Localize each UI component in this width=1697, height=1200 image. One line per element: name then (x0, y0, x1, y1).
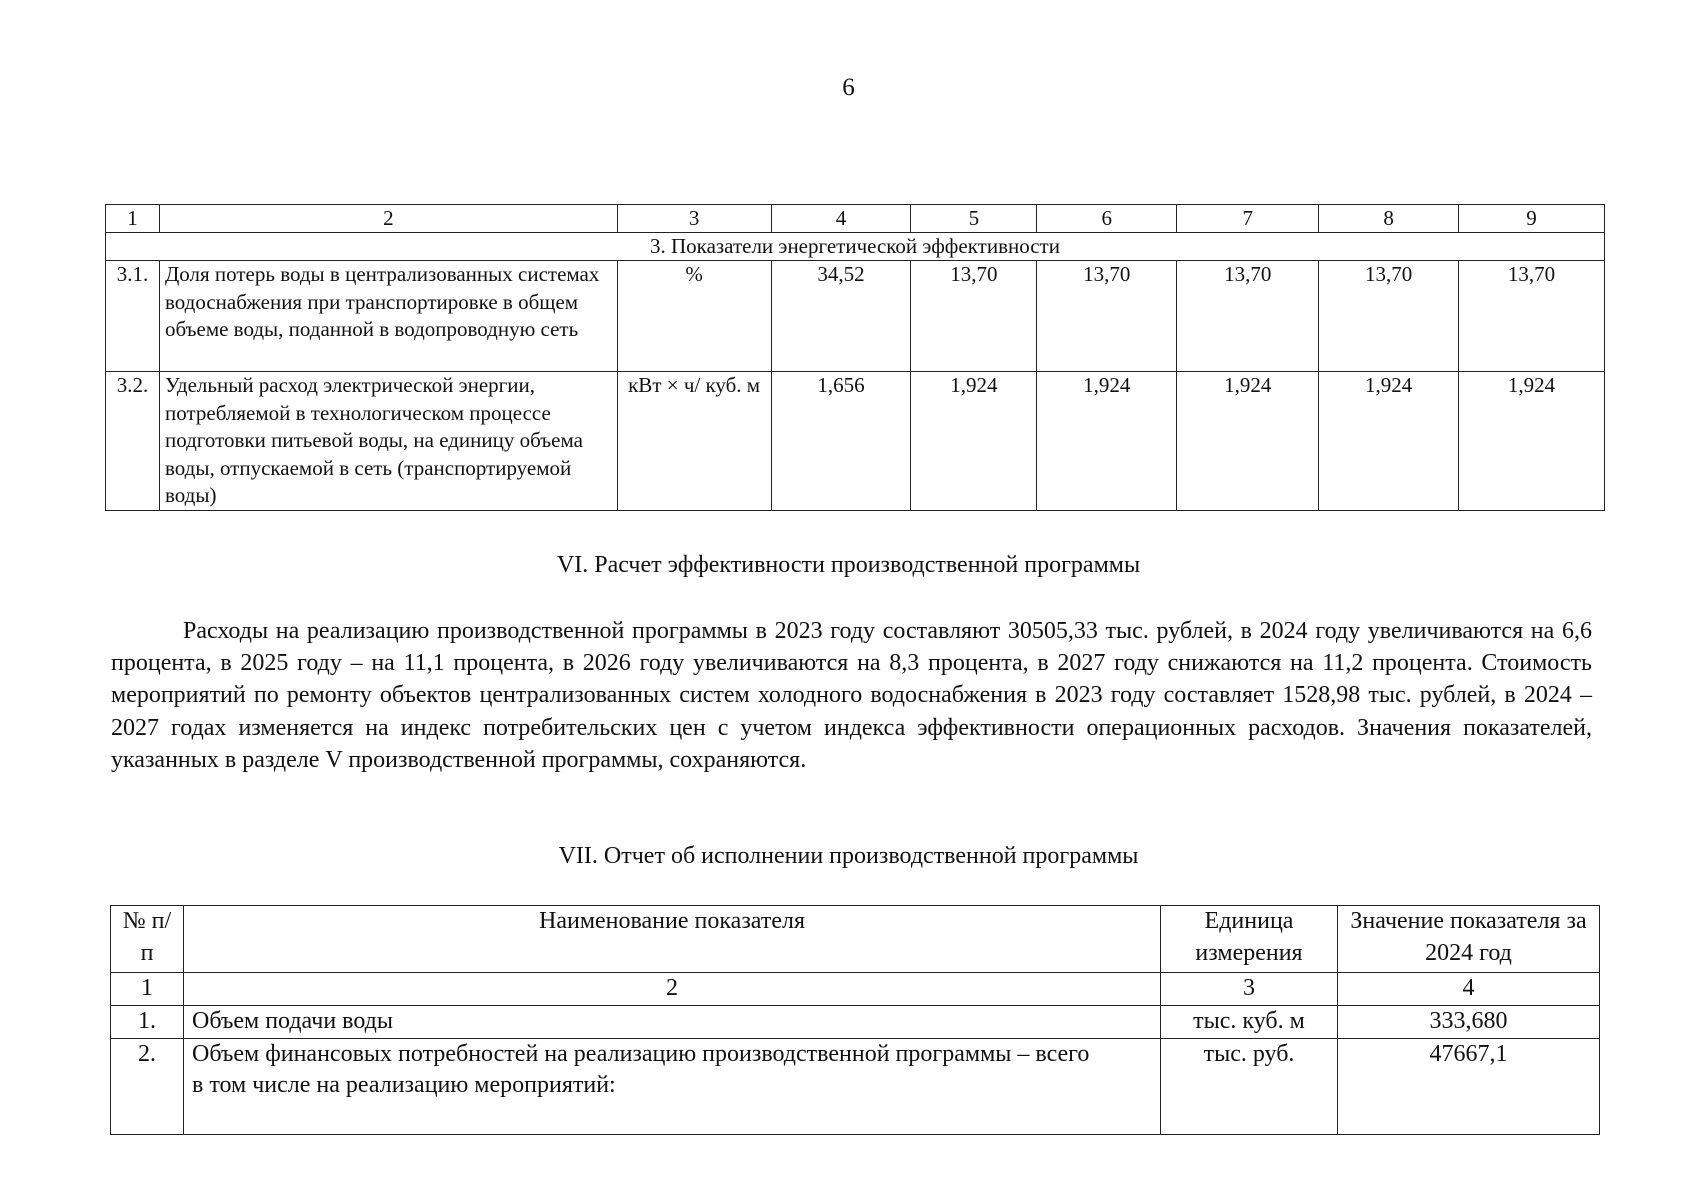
col-number: 1 (111, 973, 184, 1006)
indicator-name: Доля потерь воды в централизованных системах водоснабжения при транспортировке в общем объеме воды, поданной в водопроводную сеть (159, 261, 617, 372)
col-number: 4 (771, 205, 911, 233)
column-number-row (106, 205, 1605, 233)
col-number: 7 (1177, 205, 1319, 233)
value-cell: 1,924 (1037, 372, 1177, 511)
unit: тыс. куб. м (1161, 1006, 1338, 1039)
row-number: 3.1. (106, 261, 160, 372)
section-7-heading: VII. Отчет об исполнении производственной программы (558, 843, 1139, 869)
value-cell: 333,680 (1338, 1006, 1600, 1039)
header-name: Наименование показателя (184, 906, 1161, 973)
col-number: 3 (617, 205, 771, 233)
section-title-row (106, 233, 1605, 261)
value-cell: 47667,1 (1338, 1038, 1600, 1134)
value-cell: 13,70 (911, 261, 1037, 372)
page-number: 6 (842, 74, 855, 101)
table-row (111, 1006, 1600, 1039)
col-number: 1 (106, 205, 160, 233)
value-cell: 13,70 (1037, 261, 1177, 372)
table-row (106, 372, 1605, 511)
unit: кВт × ч/ куб. м (617, 372, 771, 511)
indicator-name-cell (184, 1038, 1161, 1134)
header-num: № п/п (111, 906, 184, 973)
row-number: 2. (111, 1038, 184, 1134)
header-row (111, 906, 1600, 973)
header-value: Значение показателя за 2024 год (1338, 906, 1600, 973)
value-cell: 1,656 (771, 372, 911, 511)
value-cell: 13,70 (1177, 261, 1319, 372)
col-number: 2 (184, 973, 1161, 1006)
col-number: 5 (911, 205, 1037, 233)
section-title: 3. Показатели энергетической эффективности (106, 233, 1605, 261)
indicator-name: Объем подачи воды (184, 1006, 1161, 1039)
row-number: 3.2. (106, 372, 160, 511)
value-cell: 1,924 (1319, 372, 1459, 511)
col-number: 4 (1338, 973, 1600, 1006)
row-number: 1. (111, 1006, 184, 1039)
program-report-table (110, 905, 1600, 1135)
value-cell: 13,70 (1319, 261, 1459, 372)
energy-efficiency-table (105, 204, 1605, 511)
table-row (106, 261, 1605, 372)
indicator-name-extra: в том числе на реализацию мероприятий: (192, 1072, 616, 1098)
col-number: 2 (159, 205, 617, 233)
col-number: 3 (1161, 973, 1338, 1006)
section-6-heading: VI. Расчет эффективности производственной программы (556, 552, 1141, 578)
col-number: 6 (1037, 205, 1177, 233)
header-unit: Единица измерения (1161, 906, 1338, 973)
indicator-name: Объем финансовых потребностей на реализацию производственной программы – всего (192, 1040, 1090, 1067)
value-cell: 1,924 (911, 372, 1037, 511)
value-cell: 1,924 (1177, 372, 1319, 511)
col-number: 9 (1459, 205, 1605, 233)
value-cell: 34,52 (771, 261, 911, 372)
unit: тыс. руб. (1161, 1038, 1338, 1134)
unit: % (617, 261, 771, 372)
value-cell: 13,70 (1459, 261, 1605, 372)
section-6-paragraph: Расходы на реализацию производственной программы в 2023 году составляют 30505,33 тыс. рублей, в 2024 году увеличиваются на 6,6 процента, в 2025 году – на 11,1 процента, в 2026 году увеличиваются на 8,3 процента, в 2027 году снижаются на 11,2 процента. Стоимость мероприятий по ремонту объектов централизованных систем холодного водоснабжения в 2023 году составляет 1528,98 тыс. рублей, в 2024 – 2027 годах изменяется на индекс потребительских цен с учетом индекса эффективности операционных расходов. Значения показателей, указанных в разделе V производственной программы, сохраняются. (111, 618, 1592, 773)
value-cell: 1,924 (1459, 372, 1605, 511)
column-number-row (111, 973, 1600, 1006)
indicator-name: Удельный расход электрической энергии, потребляемой в технологическом процессе подготовки питьевой воды, на единицу объема воды, отпускаемой в сеть (транспортируемой воды) (159, 372, 617, 511)
col-number: 8 (1319, 205, 1459, 233)
table-row (111, 1038, 1600, 1134)
